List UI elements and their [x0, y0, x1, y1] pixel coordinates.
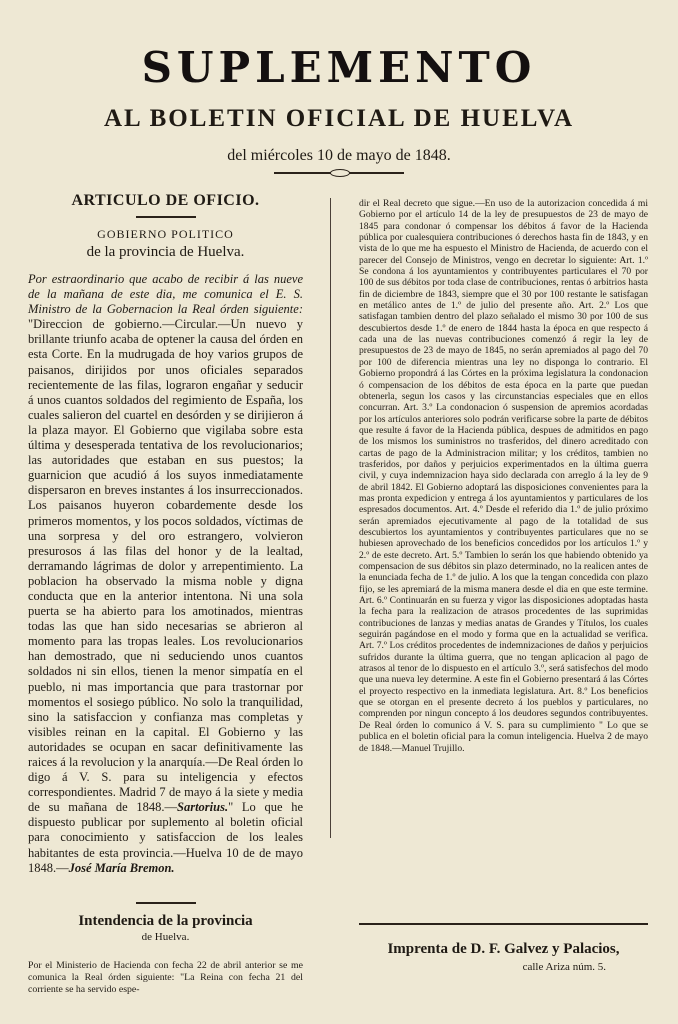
dateline: del miércoles 10 de mayo de 1848. [227, 147, 451, 164]
page-subtitle: AL BOLETIN OFICIAL DE HUELVA [103, 105, 575, 132]
intendencia-title: Intendencia de la provincia [78, 913, 253, 929]
closing-text: Lo que he dispuesto publicar por suplemento al boletin oficial para conocimiento y satisfaccion de los leales habitantes de esta provincia.—Huelva 10 de de mayo 1848.— [28, 800, 304, 875]
signature-sartorius: Sartorius. [177, 800, 229, 815]
masthead [0, 40, 678, 177]
left-column [28, 190, 303, 876]
intendencia-body: Por el Ministerio de Hacienda con fecha 22 de abril anterior se me comunica la Real órden siguiente: "La Reina con fecha 21 del corriente se ha servido espe- [28, 960, 303, 995]
gobierno-heading: GOBIERNO POLITICO [97, 227, 234, 241]
printer-address-text: calle Ariza núm. 5. [522, 961, 606, 973]
intendencia-section [28, 898, 303, 996]
closing-quote: " [228, 800, 234, 815]
footer-divider [359, 923, 648, 925]
article-body [28, 272, 303, 876]
short-divider [136, 216, 196, 218]
column-divider [330, 198, 331, 838]
intendencia-divider [136, 902, 196, 904]
intendencia-subtitle: de Huelva. [141, 931, 190, 943]
page-title: SUPLEMENTO [141, 43, 537, 92]
signature-bremon: José María Bremon. [68, 860, 175, 875]
provincia-heading: de la provincia de Huelva. [86, 244, 245, 260]
decree-continuation: dir el Real decreto que sigue.—En uso de la autorizacion concedida á mi Gobierno por el artículo 14 de la ley de presupuestos de 23 de mayo de 1845 para condonar ó compensar los débitos á favor de la Hacienda pública por cualesquiera contribuciones ó derechos hasta fin de 1843, y en vista de lo que me ha espuesto el Ministro de Hacienda, de acuerdo con el parecer del Consejo de Ministros, vengo en decretar lo siguiente: Art. 1.º Se condona á los ayuntamientos y contribuyentes particulares el 70 por 100 de sus débitos por toda clase de contribuciones, rentas ó arbitrios hasta fin de diciembre de 1843, siempre que el 30 por 100 restante le satisfagan en metálico antes de 1.º de julio del presente año. Art. 2.º Los que satisfagan tambien dentro del plazo señalado el mismo 30 por 100 de sus descubiertos desde 1.º de enero de 1844 hasta la época en que respecto á cada una de las nuevas contribuciones comenzó á regir la ley de presupuestos de 23 de mayo de 1845, no serán apremiados al pago del 70 por 100 de diferencia mientras una ley no disponga lo contrario. El Gobierno propondrá á las Córtes en la próxima legislatura la condonacion ó compensacion de los débitos de esta época en la parte que puedan obtenerla, segun los casos y las circunstancias especiales que en ellos concurran. Art. 3.º La condonacion ó suspension de apremios acordadas por los artículos anteriores solo podrán verificarse sobre la parte de débitos que resulte á favor de la Hacienda pública, despues de admitidos en pago de los mismos los suministros no trasferidos, del dinero acreditado con cartas de pago de la Administracion militar; y los créditos, tambien no trasferidos, por daños y perjuicios experimentados en la última guerra civil, y cuya indemnizacion haya sido declarada con arreglo á la ley de 9 de abril 1842. El Gobierno adoptará las disposiciones convenientes para la mas pronta expedicion y entrega á los ayuntamientos y particulares de los espresados documentos. Art. 4.º Desde el referido dia 1.º de julio próximo serán apremiados ejecutivamente al pago de la totalidad de sus descubiertos los ayuntamientos y contribuyentes particulares que no se hubiesen aprovechado de los beneficios concedidos por los artículos 1.º y 2.º de este decreto. Art. 5.º Tambien lo serán los que habiendo obtenido ya compensacion de sus débitos sin plazo determinado, no la realicen antes de la enunciada fecha de 1.º de julio. A los que la tengan concedida con plazo fijo, se les apremiará de la misma manera desde el dia en que este termine. Art. 6.º Continuarán en su fuerza y vigor las disposiciones adoptadas hasta la fecha para la realizacion de atrasos procedentes de las suprimidas contribuciones de lanzas y medias anatas de Grandes y Títulos, los cuales seguirán pagándose en el modo y forma que en la actualidad se verifica. Art. 7.º Los créditos procedentes de indemnizaciones de daños y perjuicios sufridos durante la última guerra, que no tengan aplicacion al pago de atrasos al tenor de lo dispuesto en el artículo 3.º, será satisfechos del modo que una nueva ley determine. A este fin el Gobierno presentará á las Córtes el proyecto respectivo en la inmediata legislatura. Art. 8.º Los beneficios que se otorgan en el presente decreto á los pueblos y particulares, no comprenden por ningun concepto á los deudores segundos contribuyentes. De Real órden lo comunico á V. S. para su cumplimiento " Lo que se publica en el boletin oficial para la comun inteligencia. Huelva 2 de mayo de 1848.—Manuel Trujillo. [359, 198, 648, 754]
ornament-divider [274, 169, 404, 177]
printer-name: Imprenta de D. F. Galvez y Palacios, [387, 941, 620, 957]
section-title: ARTICULO DE OFICIO. [71, 192, 260, 209]
printer-address [359, 960, 648, 974]
right-column [359, 198, 648, 754]
decree-text: "Direccion de gobierno.—Circular.—Un nuevo y brillante triunfo acaba de optener la causa del órden en esta Corte. En la mudrugada de hoy varios grupos de paisanos, dirijidos por unos oficiales separados recientemente de las filas, lograron engañar y seducir á unos cuantos soldados del regimiento de España, los cuales salieron del cuartel en desórden y se dirijieron á la plaza mayor. El Gobierno que vigilaba sobre esta última y desesperada tentativa de los revolucionarios; las autoridades que estaban en sus puestos; la guarnicion que acudió á los suyos inmediatamente dispersaron en breves instantes á los insurreccionados. Los paisanos huyeron cobardemente desde los primeros momentos, y los pocos soldados, víctimas de una sorpresa y del oro estrangero, volvieron presurosos á las filas del honor y de la lealtad, derramando lágrimas de dolor y arrepentimiento. La poblacion ha observado la misma noble y digna conducta que en la anterior intentona. Ni una sola puerta se ha abierto para los amotinados, mientras todas las que han sido necesarias se abrieron al momento para las tropas leales. Los revolucionarios han demostrado, que ni seduciendo unos cuantos soldados ni sin ellos, tienen la menor simpatía en el pueblo, ni mas importancia que para trastornar por momentos el sosiego público. No solo la tranquilidad, sino la satisfaccion y confianza mas completas y visibles reinan en la capital. El Gobierno y las autoridades se ocupan en sacar definitivamente las raices á la revolucion y la anarquía.—De Real órden lo digo á V. S. para su inteligencia y efectos correspondientes. Madrid 7 de mayo á la siete y media de su mañana de 1848.— [28, 317, 303, 815]
intro-text: Por estraordinario que acabo de recibir á las nueve de la mañana de este dia, me comunica el E. S. Ministro de la Gobernacion la Real órden siguiente: [28, 272, 303, 317]
